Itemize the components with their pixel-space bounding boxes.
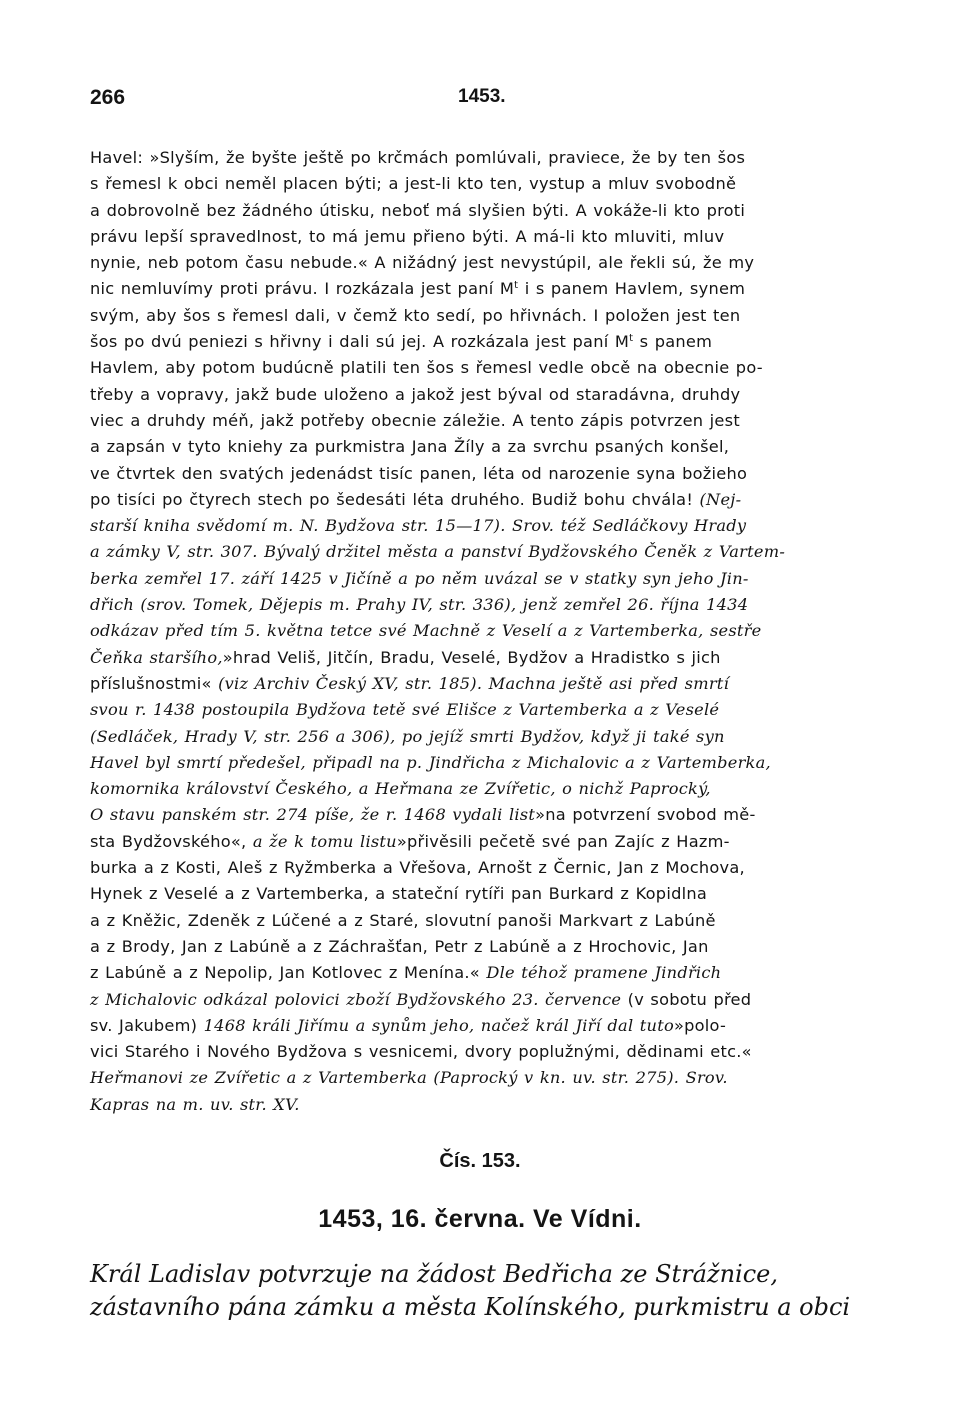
- text-line: [90, 987, 870, 1013]
- text-line: a z Brody, Jan z Labúně a z Záchrašťan, Petr z Labúně a z Hrochovic, Jan: [90, 936, 709, 956]
- text-fragment: po tisíci po čtyrech stech po šedesáti léta druhého. Budiž bohu chvála!: [90, 489, 700, 509]
- superscript: t: [514, 280, 519, 292]
- running-head: [90, 86, 870, 116]
- italic-fragment: a že k tomu listu: [252, 831, 397, 851]
- text-line: berka zemřel 17. září 1425 v Jičíně a po něm uvázal se v statky syn jeho Jin-: [90, 568, 749, 588]
- text-fragment: sv. Jakubem): [90, 1015, 204, 1035]
- text-line: dřich (srov. Tomek, Dějepis m. Prahy IV, str. 336), jenž zemřel 26. října 1434: [90, 595, 749, 615]
- document-number: Čís. 153.: [439, 1150, 521, 1172]
- italic-fragment: z Michalovic odkázal polovici zboží Bydžovského 23. července: [90, 989, 622, 1009]
- text-line: [90, 645, 870, 671]
- text-fragment: sta Bydžovského«,: [90, 831, 253, 851]
- page-number: 266: [90, 86, 126, 109]
- italic-fragment: (Nej-: [699, 489, 742, 509]
- text-line: [90, 671, 870, 697]
- italic-fragment: (viz Archiv Český XV, str. 185). Machna ještě asi před smrtí: [218, 673, 729, 693]
- text-line: [90, 487, 870, 513]
- document-abstract: [90, 1258, 870, 1324]
- text-line: s řemesl k obci neměl placen býti; a jest-li kto ten, vystup a mluv svobodně: [90, 174, 737, 194]
- text-line: svým, aby šos s řemesl dali, v čemž kto sedí, po hřivnách. I položen jest ten: [90, 305, 741, 325]
- text-fragment: nic nemluvímy proti právu. I rozkázala jest paní M: [90, 279, 515, 299]
- text-line: Hynek z Veselé a z Vartemberka, a stateční rytíři pan Burkard z Kopidlna: [90, 884, 708, 904]
- text-line: [90, 802, 870, 828]
- text-line: odkázav před tím 5. května tetce své Machně z Veselí a z Vartemberka, sestře: [90, 621, 762, 641]
- text-line: Heřmanovi ze Zvířetic a z Vartemberka (Paprocký v kn. uv. str. 275). Srov.: [90, 1068, 728, 1088]
- italic-fragment: 1468 králi Jiřímu a synům jeho, načež král Jiří dal tuto: [203, 1015, 674, 1035]
- text-fragment: »přivěsili pečetě své pan Zajíc z Hazm-: [396, 831, 730, 851]
- text-line: (Sedláček, Hrady V, str. 256 a 306), po jejíž smrti Bydžov, když ji také syn: [90, 726, 725, 746]
- superscript: t: [629, 333, 634, 345]
- text-fragment: z Labúně a z Nepolip, Jan Kotlovec z Menína.«: [90, 963, 487, 983]
- text-fragment: šos po dvú peniezi s hřivny i dali sú jej. A rozkázala jest paní M: [90, 332, 630, 352]
- text-line: ve čtvrtek den svatých jedenádst tisíc panen, léta od narozenie syna božieho: [90, 463, 748, 483]
- text-line: právu lepší spravedlnost, to má jemu přieno býti. A má-li kto mluviti, mluv: [90, 226, 725, 246]
- text-fragment: »hrad Veliš, Jitčín, Bradu, Veselé, Bydžov a Hradistko s jich: [222, 647, 721, 667]
- text-fragment: příslušnostmi«: [90, 673, 219, 693]
- text-line: a zámky V, str. 307. Bývalý držitel města a panství Bydžovského Čeněk z Vartem-: [90, 542, 786, 562]
- text-line: [90, 329, 870, 355]
- text-fragment: »polo-: [673, 1015, 727, 1035]
- text-line: Havel: »Slyším, že byšte ještě po krčmách pomlúvali, praviece, že by ten šos: [90, 148, 746, 167]
- document-dateline: 1453, 16. června. Ve Vídni.: [318, 1205, 642, 1233]
- text-line: a z Kněžic, Zdeněk z Lúčené a z Staré, slovutní panoši Markvart z Labúně: [90, 910, 716, 930]
- text-fragment: (v sobotu před: [621, 989, 752, 1009]
- text-line: Kapras na m. uv. str. XV.: [90, 1094, 300, 1114]
- text-line: [90, 829, 870, 855]
- text-fragment: »na potvrzení svobod mě-: [535, 805, 756, 825]
- text-line: nynie, neb potom času nebude.« A nižádný jest nevystúpil, ale řekli sú, že my: [90, 253, 755, 273]
- italic-fragment: O stavu panském str. 274 píše, že r. 1468 vydali list: [90, 805, 536, 825]
- text-line: a zapsán v tyto kniehy za purkmistra Jana Žíly a za svrchu psaných konšel,: [90, 437, 730, 457]
- abstract-line: Král Ladislav potvrzuje na žádost Bedřicha ze Strážnice,: [90, 1260, 778, 1288]
- text-line: svou r. 1438 postoupila Bydžova tetě své Elišce z Vartemberka a z Veselé: [90, 700, 720, 720]
- text-line: starší kniha svědomí m. N. Bydžova str. 15—17). Srov. též Sedláčkovy Hrady: [90, 516, 747, 536]
- commentary-text: [90, 145, 870, 1118]
- text-line: [90, 1013, 870, 1039]
- italic-fragment: Čeňka staršího,: [90, 647, 223, 667]
- text-line: Havel byl smrtí předešel, připadl na p. Jindřicha z Michalovic a z Vartemberka,: [90, 752, 771, 772]
- text-line: komornika království Českého, a Heřmana ze Zvířetic, o nichž Paprocký,: [90, 779, 711, 799]
- text-line: viec a druhdy méň, jakž potřeby obecnie záležie. A tento zápis potvrzen jest: [90, 410, 740, 430]
- text-line: [90, 276, 870, 302]
- abstract-line: zástavního pána zámku a města Kolínského, purkmistru a obci: [90, 1293, 851, 1321]
- text-fragment: i s panem Havlem, synem: [518, 279, 746, 299]
- italic-fragment: Dle téhož pramene Jindřich: [486, 963, 722, 983]
- text-line: burka a z Kosti, Aleš z Ryžmberka a Vřešova, Arnošt z Černic, Jan z Mochova,: [90, 858, 745, 878]
- text-line: a dobrovolně bez žádného útisku, neboť má slyšien býti. A vokáže-li kto proti: [90, 200, 746, 220]
- text-line: [90, 960, 870, 986]
- text-line: Havlem, aby potom budúcně platili ten šos s řemesl vedle obcě na obecnie po-: [90, 358, 763, 378]
- running-head-year: 1453.: [458, 86, 506, 107]
- text-line: třeby a vopravy, jakž bude uloženo a jakož jest býval od staradávna, druhdy: [90, 384, 741, 404]
- text-fragment: s panem: [633, 332, 713, 352]
- text-line: vici Starého i Nového Bydžova s vesnicemi, dvory poplužnými, dědinami etc.«: [90, 1042, 752, 1062]
